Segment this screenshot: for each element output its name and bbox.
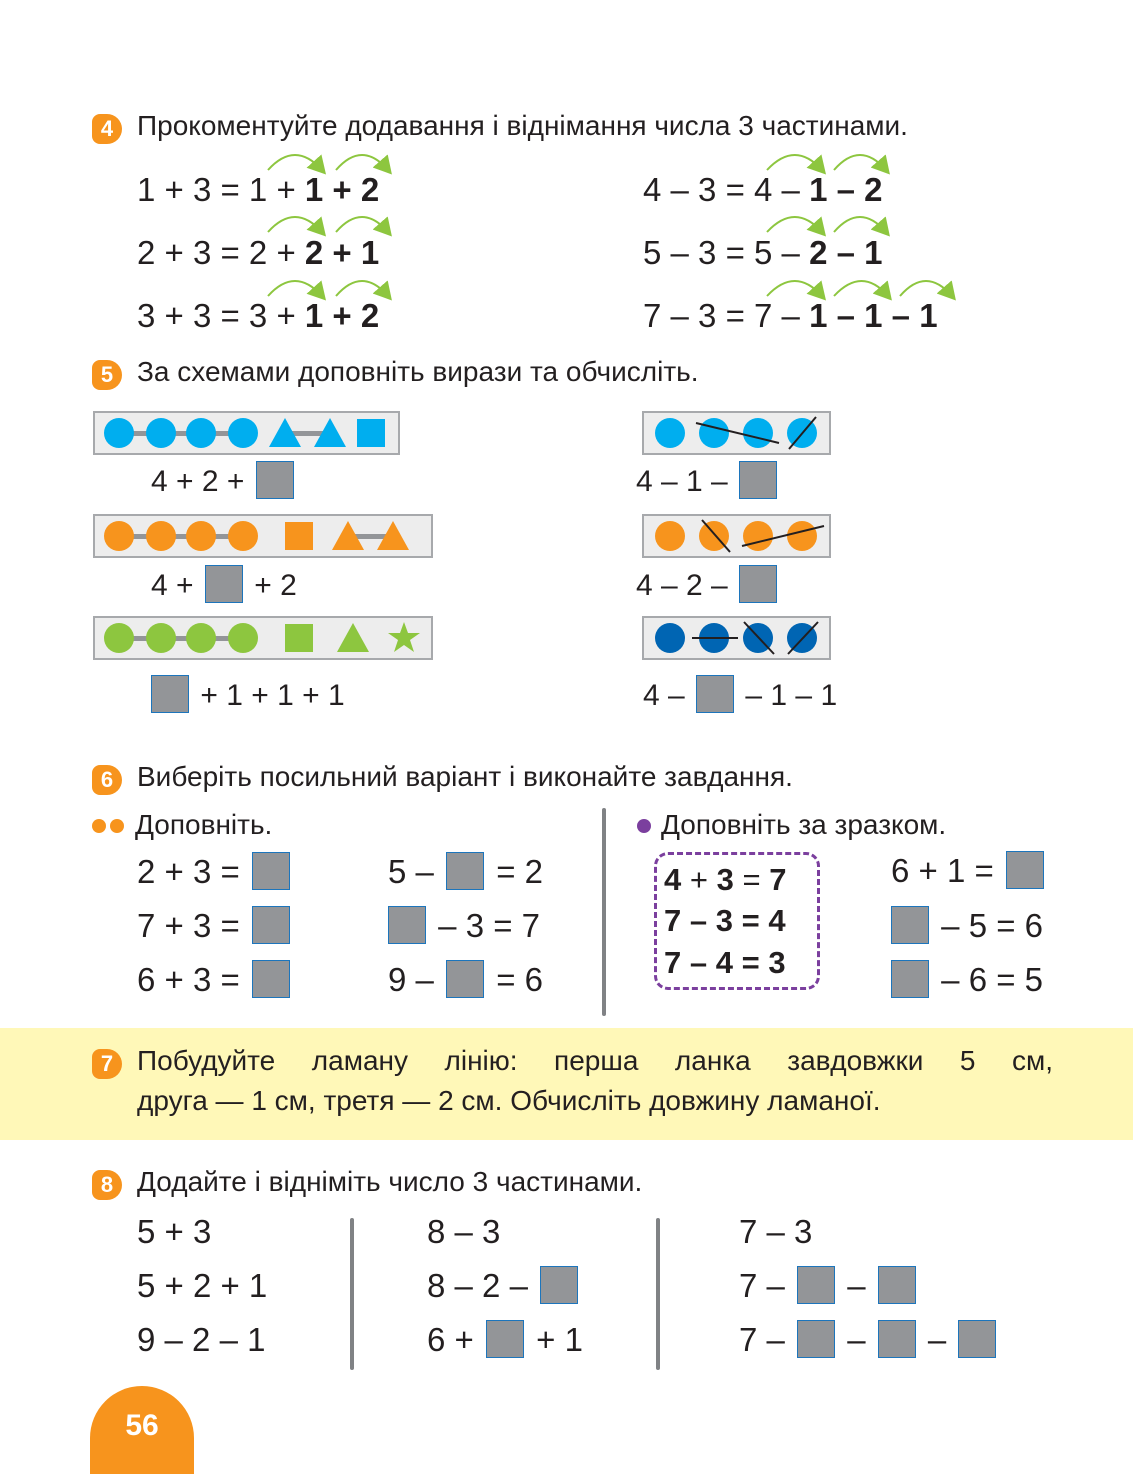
column-divider	[602, 808, 606, 1016]
ex4-left-row-2: 2 + 3 = 2 + 2 + 1	[137, 234, 380, 271]
answer-box[interactable]	[891, 906, 929, 944]
answer-box[interactable]	[252, 852, 290, 890]
ex8-col3-row-2: 7 – –	[739, 1266, 919, 1307]
exercise-5-badge: 5	[92, 360, 122, 390]
exercise-4-badge: 4	[92, 114, 122, 144]
ex8-col1-row-2: 5 + 2 + 1	[137, 1267, 268, 1304]
answer-box[interactable]	[540, 1266, 578, 1304]
scheme-blue-crossed	[642, 411, 831, 455]
ex4-right-row-3: 7 – 3 = 7 – 1 – 1 – 1	[643, 297, 938, 334]
sample-row-2: 7 – 3 = 4	[664, 903, 786, 938]
scheme-orange-shapes	[93, 514, 433, 558]
ex6-l1-row-2: 7 + 3 =	[137, 906, 293, 947]
answer-box[interactable]	[797, 1266, 835, 1304]
exercise-5-title: За схемами доповніть вирази та обчисліть.	[137, 356, 699, 387]
answer-box[interactable]	[958, 1320, 996, 1358]
answer-box[interactable]	[797, 1320, 835, 1358]
ex8-col3-row-1: 7 – 3	[739, 1213, 813, 1250]
ex5-left-expr-3: + 1 + 1 + 1	[148, 676, 345, 716]
answer-box[interactable]	[252, 906, 290, 944]
ex6-l2-row-2: – 3 = 7	[385, 906, 540, 947]
answer-box[interactable]	[256, 461, 294, 499]
ex6-l1-row-3: 6 + 3 =	[137, 960, 293, 1001]
answer-box[interactable]	[388, 906, 426, 944]
exercise-7-line-2: друга — 1 см, третя — 2 см. Обчисліть довжину ламаної.	[137, 1085, 881, 1116]
answer-box[interactable]	[446, 852, 484, 890]
ex4-left-row-1: 1 + 3 = 1 + 1 + 2	[137, 171, 380, 208]
answer-box[interactable]	[1006, 851, 1044, 889]
ex6-r-row-1: 6 + 1 =	[891, 851, 1047, 892]
answer-box[interactable]	[878, 1320, 916, 1358]
exercise-8-title: Додайте і відніміть число 3 частинами.	[137, 1166, 643, 1197]
exercise-6-title: Виберіть посильний варіант і виконайте завдання.	[137, 761, 793, 792]
scheme-green-shapes	[93, 616, 433, 660]
ex5-right-expr-3: 4 – – 1 – 1	[643, 676, 837, 716]
sample-row-3: 7 – 4 = 3	[664, 945, 786, 980]
ex4-right-row-1: 4 – 3 = 4 – 1 – 2	[643, 171, 883, 208]
exercise-7-badge: 7	[92, 1049, 122, 1079]
sample-row-1: 4 + 3 = 7	[664, 862, 787, 897]
ex6-right-title: Доповніть за зразком.	[661, 809, 947, 840]
exercise-6-badge: 6	[92, 765, 122, 795]
ex5-left-expr-2: 4 + + 2	[151, 566, 297, 606]
page-number: 56	[90, 1386, 194, 1474]
answer-box[interactable]	[446, 960, 484, 998]
ex6-r-row-3: – 6 = 5	[888, 960, 1043, 1001]
ex8-col2-row-1: 8 – 3	[427, 1213, 501, 1250]
answer-box[interactable]	[205, 565, 243, 603]
answer-box[interactable]	[739, 461, 777, 499]
ex6-l2-row-1: 5 – = 2	[388, 853, 544, 890]
ex4-right-row-2: 5 – 3 = 5 – 2 – 1	[643, 234, 883, 271]
scheme-blue-shapes	[93, 411, 400, 455]
scheme-darkblue-crossed	[642, 616, 831, 660]
ex5-left-expr-1: 4 + 2 +	[151, 462, 297, 502]
exercise-8-badge: 8	[92, 1170, 122, 1200]
answer-box[interactable]	[151, 675, 189, 713]
ex4-left-row-3: 3 + 3 = 3 + 1 + 2	[137, 297, 380, 334]
ex5-right-expr-1: 4 – 1 –	[636, 462, 780, 502]
ex8-col1-row-1: 5 + 3	[137, 1213, 212, 1250]
answer-box[interactable]	[891, 960, 929, 998]
ex5-right-expr-2: 4 – 2 –	[636, 566, 780, 606]
ex8-col1-row-3: 9 – 2 – 1	[137, 1321, 266, 1358]
ex8-col2-row-3: 6 + + 1	[427, 1321, 583, 1358]
ex6-l1-row-1: 2 + 3 =	[137, 852, 293, 893]
ex8-col3-row-3: 7 – – –	[739, 1320, 999, 1361]
answer-box[interactable]	[252, 960, 290, 998]
ex8-col2-row-2: 8 – 2 –	[427, 1266, 581, 1307]
ex6-l2-row-3: 9 – = 6	[388, 961, 544, 998]
answer-box[interactable]	[739, 565, 777, 603]
easy-level-dots-icon	[91, 818, 131, 836]
scheme-orange-crossed	[642, 514, 831, 558]
column-divider-2	[656, 1218, 660, 1370]
ex6-left-title: Доповніть.	[135, 809, 273, 840]
hard-level-dot-icon	[635, 818, 655, 836]
exercise-7-line-1: Побудуйте ламану лінію: перша ланка завдовжки 5 см,	[137, 1045, 1053, 1076]
column-divider-1	[350, 1218, 354, 1370]
answer-box[interactable]	[878, 1266, 916, 1304]
answer-box[interactable]	[486, 1320, 524, 1358]
ex6-r-row-2: – 5 = 6	[888, 906, 1043, 947]
answer-box[interactable]	[696, 675, 734, 713]
exercise-4-title: Прокоментуйте додавання і віднімання числа 3 частинами.	[137, 110, 908, 141]
